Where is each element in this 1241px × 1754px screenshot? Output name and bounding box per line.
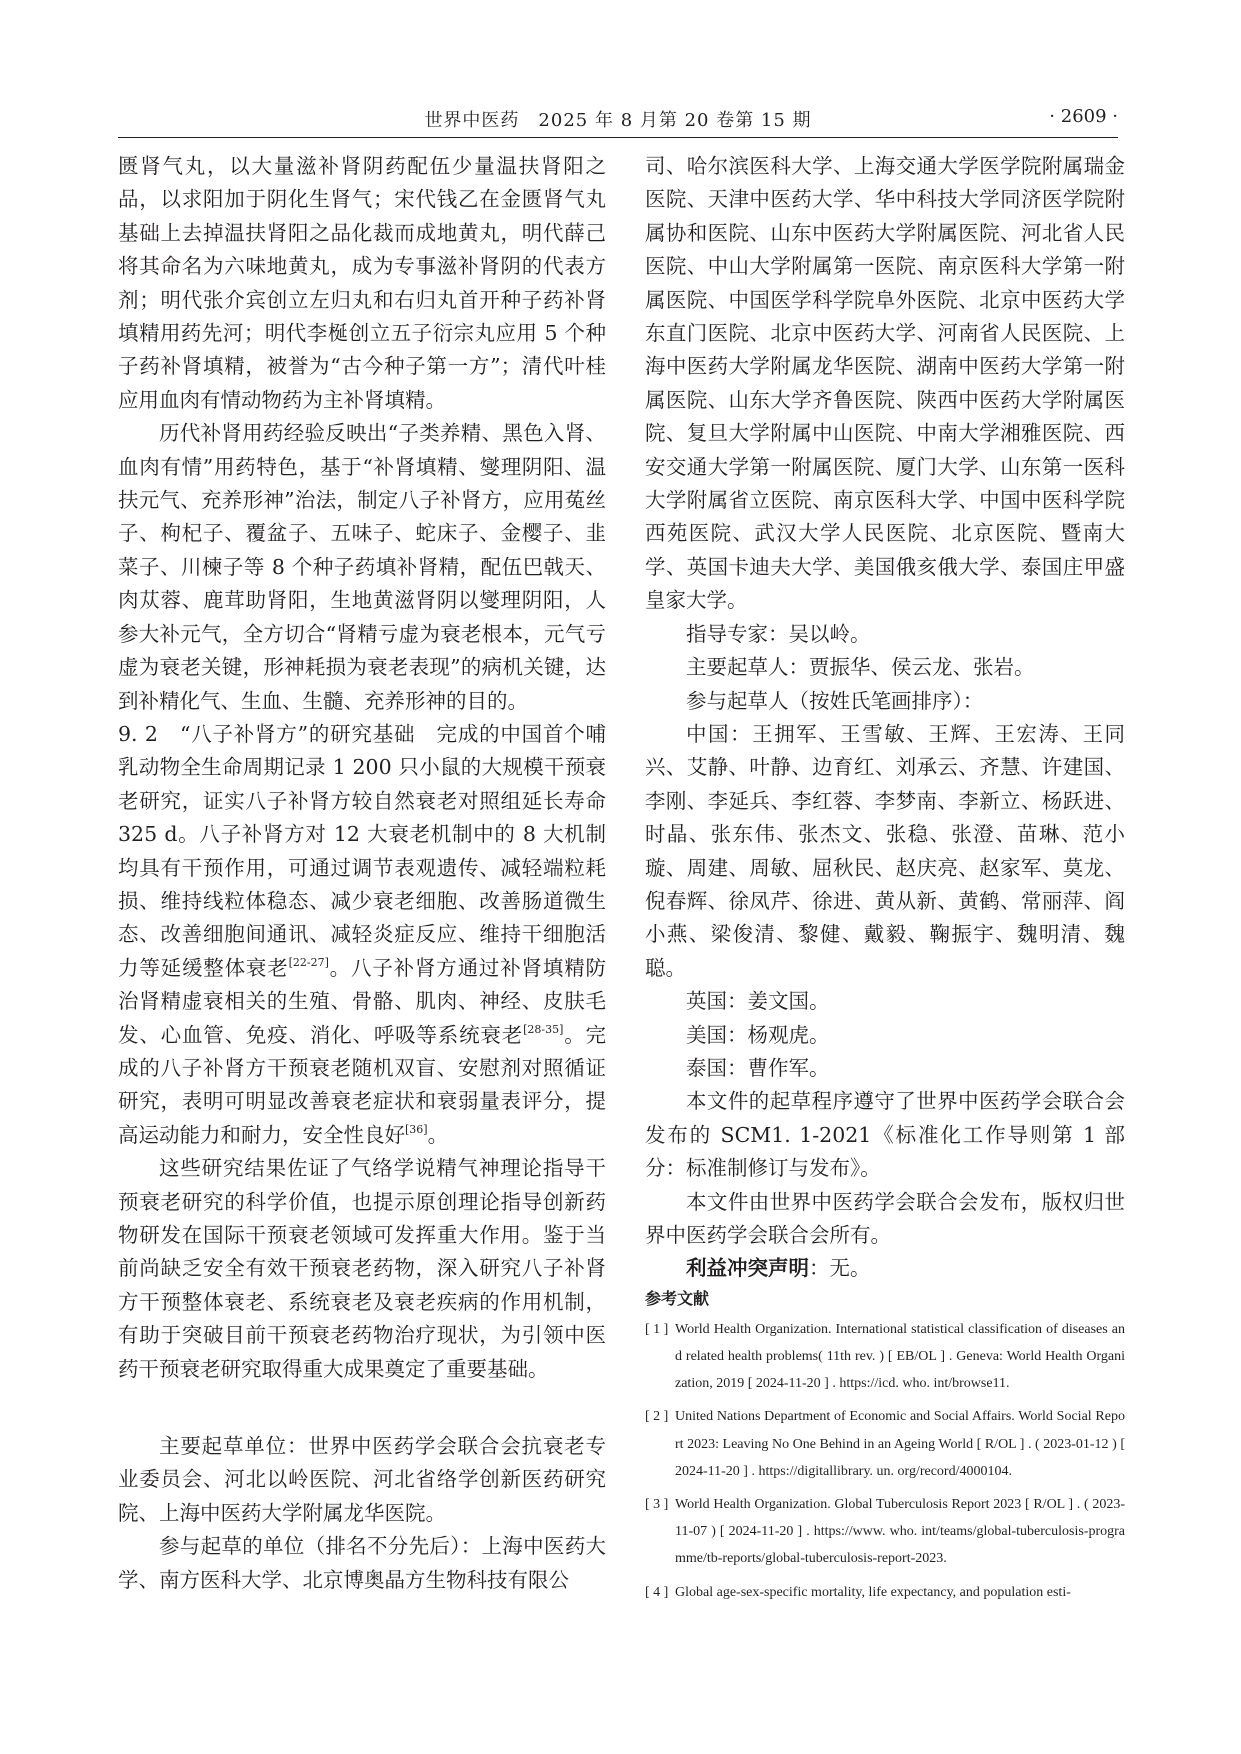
reference-text: Global age-sex-specific mortality, life expectancy, and population esti- [675, 1584, 1071, 1600]
paragraph: 主要起草人：贾振华、侯云龙、张岩。 [686, 655, 1035, 680]
references-list [645, 1316, 1125, 1606]
reference-text: World Health Organization. Global Tuberculosis Report 2023 [ R/OL ] . ( 2023-11-07 ) [ 2024-11-20 ] . https://www. who. int/teams/global-tuberculosis-programme/tb-reports/global-tuberculosis-report-2023. [675, 1497, 1125, 1567]
paragraph: 参与起草人（按姓氏笔画排序）： [686, 688, 984, 713]
reference-item [645, 1491, 1125, 1573]
body-text: 。八子补肾方通过补肾填精防治肾精虚衰相关的生殖、骨骼、肌肉、神经、皮肤毛发、心血管、免疫、消化、呼吸等系统衰老 [118, 955, 607, 1047]
references-heading: 参考文献 [645, 1288, 710, 1308]
citation: [36] [405, 1122, 428, 1136]
spacer [118, 1386, 606, 1430]
paragraph: 指导专家：吴以岭。 [686, 621, 871, 646]
conflict-of-interest [645, 1252, 1125, 1285]
page-number: · 2609 · [1049, 106, 1118, 127]
paragraph: 司、哈尔滨医科大学、上海交通大学医学院附属瑞金医院、天津中医药大学、华中科技大学同济医学院附属协和医院、山东中医药大学附属医院、河北省人民医院、中山大学附属第一医院、南京医科大学第一附属医院、中国医学科学院阜外医院、北京中医药大学东直门医院、北京中医药大学、河南省人民医院、上海中医药大学附属龙华医院、湖南中医药大学第一附属医院、山东大学齐鲁医院、陕西中医药大学附属医院、复旦大学附属中山医院、中南大学湘雅医院、西安交通大学第一附属医院、厦门大学、山东第一医科大学附属省立医院、南京医科大学、中国中医科学院西苑医院、武汉大学人民医院、北京医院、暨南大学、英国卡迪夫大学、美国俄亥俄大学、泰国庄甲盛皇家大学。 [645, 154, 1125, 613]
paragraph: 本文件的起草程序遵守了世界中医药学会联合会发布的 SCM1. 1-2021《标准化工作导则第 1 部分：标准制修订与发布》。 [645, 1089, 1125, 1181]
reference-number: [ 1 ] [645, 1321, 669, 1337]
left-column [118, 150, 606, 1597]
body-text: 。完成的八子补肾方干预衰老随机双盲、安慰剂对照循证研究，表明可明显改善衰老症状和衰弱量表评分，提高运动能力和耐力，安全性良好 [118, 1022, 607, 1147]
paragraph: 泰国：曹作军。 [686, 1055, 830, 1080]
reference-item [645, 1316, 1125, 1398]
reference-item [645, 1403, 1125, 1485]
paragraph: 参与起草的单位（排名不分先后）：上海中医药大学、南方医科大学、北京博奥晶方生物科技有限公 [118, 1534, 606, 1592]
citation: [22-27] [288, 955, 329, 969]
body-text: 。 [427, 1122, 449, 1147]
journal-title: 世界中医药 2025 年 8 月第 20 卷第 15 期 [424, 110, 812, 131]
citation: [28-35] [523, 1022, 564, 1036]
reference-number: [ 3 ] [645, 1497, 669, 1513]
paragraph: 这些研究结果佐证了气络学说精气神理论指导干预衰老研究的科学价值，也提示原创理论指导创新药物研发在国际干预衰老领域可发挥重大作用。鉴于当前尚缺乏安全有效干预衰老药物，深入研究八子补肾方干预整体衰老、系统衰老及衰老疾病的作用机制，有助于突破目前干预衰老药物治疗现状，为引领中医药干预衰老研究取得重大成果奠定了重要基础。 [118, 1156, 606, 1381]
paragraph: 中国：王拥军、王雪敏、王辉、王宏涛、王同兴、艾静、叶静、边育红、刘承云、齐慧、许建国、李刚、李延兵、李红蓉、李梦南、李新立、杨跃进、时晶、张东伟、张杰文、张稳、张澄、苗琳、范小璇、周建、周敏、屈秋民、赵庆亮、赵家军、莫龙、倪春辉、徐凤芹、徐进、黄从新、黄鹤、常丽萍、阎小燕、梁俊清、黎健、戴毅、鞠振宇、魏明清、魏聪。 [645, 721, 1125, 980]
coi-text: ：无。 [809, 1256, 871, 1281]
running-header [118, 102, 1118, 138]
header-rule [118, 137, 1118, 138]
reference-text: United Nations Department of Economic and Social Affairs. World Social Report 2023: Leaving No One Behind in an Ageing World [ R/OL ] . ( 2023-01-12 ) [ 2024-11-20 ] . https://digitallibrary. un. org/record/4000104. [675, 1409, 1125, 1479]
paragraph: 匮肾气丸，以大量滋补肾阴药配伍少量温扶肾阳之品，以求阳加于阴化生肾气；宋代钱乙在金匮肾气丸基础上去掉温扶肾阳之品化裁而成地黄丸，明代薛己将其命名为六味地黄丸，成为专事滋补肾阴的代表方剂；明代张介宾创立左归丸和右归丸首开种子药补肾填精用药先河；明代李梴创立五子衍宗丸应用 5 个种子药补肾填精，被誉为“古今种子第一方”；清代叶桂应用血肉有情动物药为主补肾填精。 [118, 154, 606, 412]
coi-label: 利益冲突声明 [686, 1256, 809, 1281]
paragraph: 本文件由世界中医药学会联合会发布，版权归世界中医药学会联合会所有。 [645, 1189, 1125, 1247]
reference-number: [ 2 ] [645, 1409, 669, 1425]
reference-text: World Health Organization. International statistical classification of diseases and related health problems( 11th rev. ) [ EB/OL ] . Geneva: World Health Organization, 2019 [ 2024-11-20 ] . https://icd. who. int/browse11. [675, 1321, 1125, 1392]
reference-number: [ 4 ] [645, 1584, 669, 1600]
paragraph: 美国：杨观虎。 [686, 1022, 830, 1047]
section-9-2-paragraph [118, 718, 606, 1152]
right-column [645, 150, 1125, 1612]
paragraph: 英国：姜文国。 [686, 989, 830, 1014]
body-text: 9. 2 “八子补肾方”的研究基础 完成的中国首个哺乳动物全生命周期记录 1 200 只小鼠的大规模干预衰老研究，证实八子补肾方较自然衰老对照组延长寿命 325 d。八子补肾方对 12 大衰老机制中的 8 大机制均具有干预作用，可通过调节表观遗传、减轻端粒耗损、维持线粒体稳态、减少衰老细胞、改善肠道微生态、改善细胞间通讯、减轻炎症反应、维持干细胞活力等延缓整体衰老 [118, 721, 606, 980]
paragraph: 主要起草单位：世界中医药学会联合会抗衰老专业委员会、河北以岭医院、河北省络学创新医药研究院、上海中医药大学附属龙华医院。 [118, 1434, 606, 1525]
paragraph: 历代补肾用药经验反映出“子类养精、黑色入肾、血肉有情”用药特色，基于“补肾填精、燮理阴阳、温扶元气、充养形神”治法，制定八子补肾方，应用菟丝子、枸杞子、覆盆子、五味子、蛇床子、金樱子、韭菜子、川楝子等 8 个种子药填补肾精，配伍巴戟天、肉苁蓉、鹿茸助肾阳，生地黄滋肾阴以燮理阴阳，人参大补元气，全方切合“肾精亏虚为衰老根本，元气亏虚为衰老关键，形神耗损为衰老表现”的病机关键，达到补精化气、生血、生髓、充养形神的目的。 [118, 421, 606, 713]
reference-item [645, 1579, 1125, 1606]
